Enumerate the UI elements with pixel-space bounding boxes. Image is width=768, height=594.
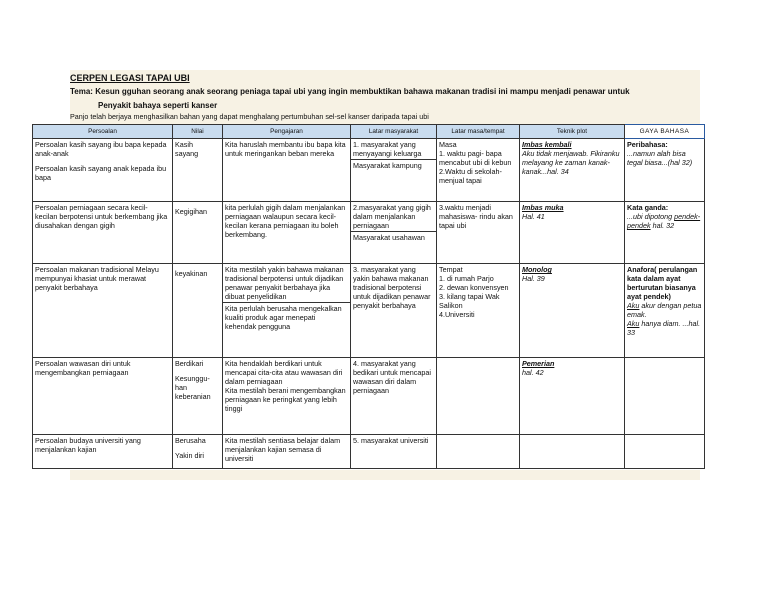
theme-line-2: Penyakit bahaya seperti kanser [98,101,218,110]
col-gaya-bahasa: GAYA BAHASA [625,125,705,139]
cell-pengajaran: kita perlulah gigih dalam menjalankan perniagaan walaupun secara kecil-kecilan kerana perniagaan itu boleh berkembang. [223,202,351,264]
theme-line: Tema: Kesun gguhan seorang anak seorang peniaga tapai ubi yang ingin membuktikan bahawa makanan tradisi ini mampu menjadi penawar untuk [70,87,630,96]
cell-masa [437,435,520,469]
cell-pengajaran: Kita haruslah membantu ibu bapa kita untuk meringankan beban mereka [223,139,351,202]
cell-masyarakat: 2.masyarakat yang gigih dalam menjalankan perniagaan Masyarakat usahawan [351,202,437,264]
cell-persoalan: Persoalan wawasan diri untuk mengembangkan perniagaan [33,358,173,435]
table-header-row [33,125,705,139]
col-teknik-plot: Teknik plot [520,125,625,139]
cell-masa: Masa 1. waktu pagi- bapa mencabut ubi di kebun 2.Waktu di sekolah- menjual tapai [437,139,520,202]
cell-teknik: Monolog Hal. 39 [520,264,625,358]
cell-masyarakat: 5. masyarakat universiti [351,435,437,469]
cell-masyarakat: 3. masyarakat yang yakin bahawa makanan tradisional berpotensi untuk dijadikan penawar penyakit berbahaya [351,264,437,358]
cell-masa: 3.waktu menjadi mahasiswa- rindu akan tapai ubi [437,202,520,264]
table-row [33,139,705,202]
table-row [33,264,705,358]
cell-pengajaran: Kita mestilah sentiasa belajar dalam menjalankan kajian semasa di universiti [223,435,351,469]
cell-teknik: Imbas muka Hal. 41 [520,202,625,264]
col-latar-masa: Latar masa/tempat [437,125,520,139]
cell-nilai: keyakinan [173,264,223,358]
col-persoalan: Persoalan [33,125,173,139]
cell-gaya: Anafora( perulangan kata dalam ayat berturutan biasanya ayat pendek) Aku akur dengan petua emak. Aku hanya diam. ...hal. 33 [625,264,705,358]
cell-pengajaran: Kita hendaklah berdikari untuk mencapai cita-cita atau wawasan diri dalam perniagaan Kita mestilah berani mengembangkan perniagaan ke peringkat yang lebih tinggi [223,358,351,435]
table-row [33,435,705,469]
analysis-table [32,124,705,469]
cell-nilai: Kegigihan [173,202,223,264]
cell-gaya: Kata ganda: ...ubi dipotong pendek-pendek hal. 32 [625,202,705,264]
cell-gaya [625,358,705,435]
cell-teknik: Pemerian hal. 42 [520,358,625,435]
cell-masa [437,358,520,435]
cell-persoalan: Persoalan kasih sayang ibu bapa kepada anak-anak Persoalan kasih sayang anak kepada ibu bapa [33,139,173,202]
cell-teknik: Imbas kembali Aku tidak menjawab. Fikiranku melayang ke zaman kanak-kanak...hal. 34 [520,139,625,202]
cell-persoalan: Persoalan makanan tradisional Melayu mempunyai khasiat untuk merawat penyakit berbahaya [33,264,173,358]
cell-masyarakat: 1. masyarakat yang menyayangi keluarga Masyarakat kampung [351,139,437,202]
col-nilai: Nilai [173,125,223,139]
cell-gaya: Peribahasa: ...namun alah bisa tegal biasa...(hal 32) [625,139,705,202]
cell-persoalan: Persoalan perniagaan secara kecil-kecilan berpotensi untuk berkembang jika diusahakan dengan gigih [33,202,173,264]
table-row [33,358,705,435]
cell-teknik [520,435,625,469]
cell-persoalan: Persoalan budaya universiti yang menjalankan kajian [33,435,173,469]
cell-nilai: Kasih sayang [173,139,223,202]
cell-gaya [625,435,705,469]
col-pengajaran: Pengajaran [223,125,351,139]
intro-text: Panjo telah berjaya menghasilkan bahan yang dapat menghalang pertumbuhan sel-sel kanser daripada tapai ubi [70,112,429,121]
col-latar-masyarakat: Latar masyarakat [351,125,437,139]
cell-masyarakat: 4. masyarakat yang bedikari untuk mencapai wawasan diri dalam perniagaan [351,358,437,435]
document-title: CERPEN LEGASI TAPAI UBI [70,73,190,83]
cell-nilai: Berusaha Yakin diri [173,435,223,469]
cell-pengajaran: Kita mestilah yakin bahawa makanan tradisional berpotensi untuk dijadikan penawar penyakit berbahaya jika dibuat penyelidikan Kita perlulah berusaha mengekalkan kualiti produk agar menepati kehendak pengguna [223,264,351,358]
cell-nilai: Berdikari Kesunggu- han keberanian [173,358,223,435]
footer-band [70,470,700,480]
table-row [33,202,705,264]
cell-masa: Tempat 1. di rumah Parjo 2. dewan konvensyen 3. kilang tapai Wak Salikon 4.Universiti [437,264,520,358]
